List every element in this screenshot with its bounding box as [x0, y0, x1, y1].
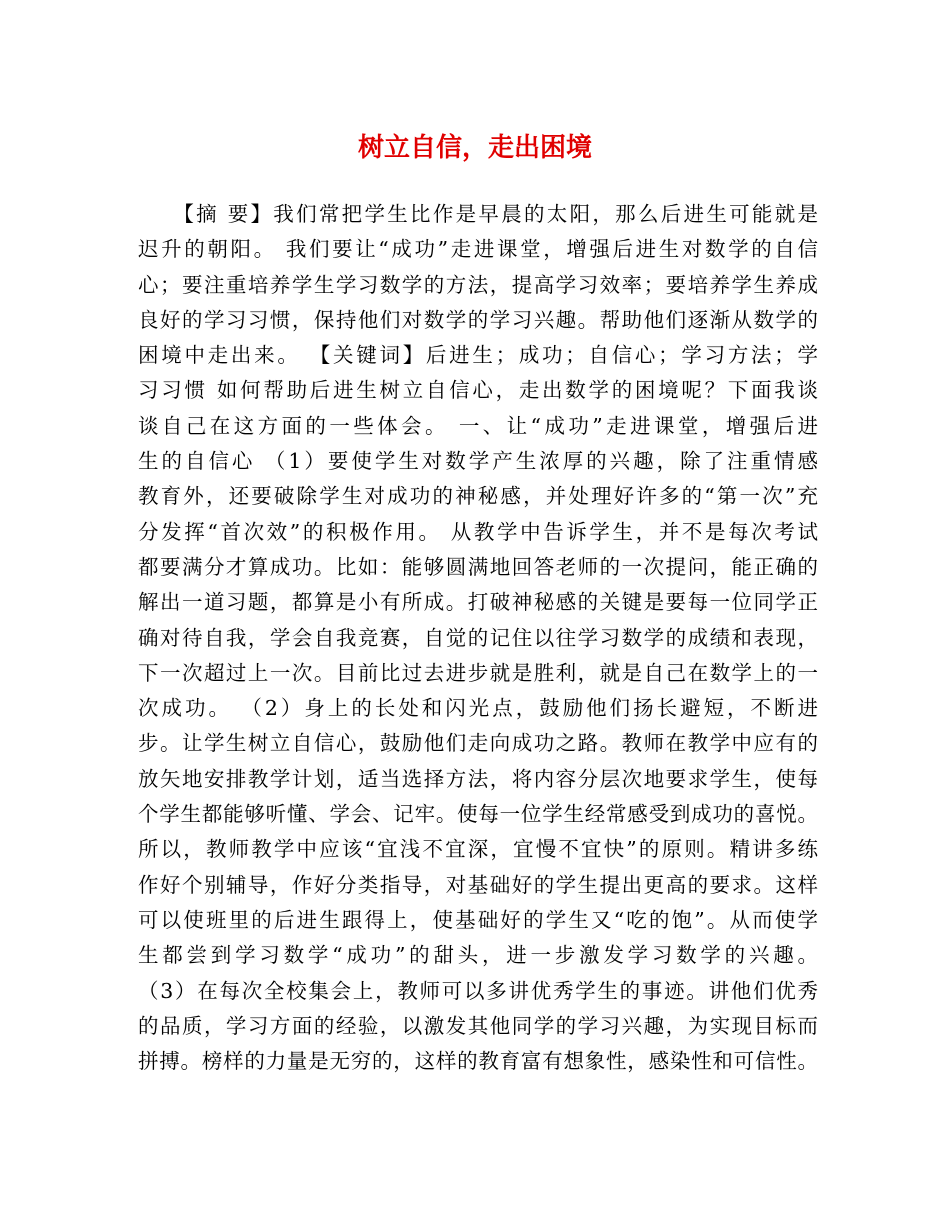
body-line: 习习惯 如何帮助后进生树立自信心，走出数学的困境呢？下面我谈 — [138, 378, 818, 403]
body-line: 良好的学习习惯，保持他们对数学的学习兴趣。帮助他们逐渐从数学的 — [138, 307, 818, 332]
body-line: 拼搏。榜样的力量是无穷的，这样的教育富有想象性，感染性和可信性。 — [138, 1049, 818, 1074]
body-line: 步。让学生树立自信心，鼓励他们走向成功之路。教师在教学中应有的 — [138, 731, 818, 756]
body-line: 【摘 要】我们常把学生比作是早晨的太阳，那么后进生可能就是 — [138, 202, 818, 226]
body-line: 放矢地安排教学计划，适当选择方法，将内容分层次地要求学生，使每 — [138, 766, 818, 791]
body-line: 作好个别辅导，作好分类指导，对基础好的学生提出更高的要求。这样 — [138, 872, 818, 897]
body-line: 谈自己在这方面的一些体会。 一、让“成功”走进课堂，增强后进 — [138, 413, 818, 438]
body-line: 困境中走出来。 【关键词】后进生；成功；自信心；学习方法；学 — [138, 343, 818, 368]
body-line: 生都尝到学习数学“成功”的甜头，进一步激发学习数学的兴趣。 — [138, 943, 818, 968]
body-line: 可以使班里的后进生跟得上，使基础好的学生又“吃的饱”。从而使学 — [138, 907, 818, 932]
document-title: 树立自信，走出困境 — [357, 133, 592, 163]
document-body — [138, 197, 818, 1079]
body-line: 心；要注重培养学生学习数学的方法，提高学习效率；要培养学生养成 — [138, 272, 818, 297]
body-line: 都要满分才算成功。比如：能够圆满地回答老师的一次提问，能正确的 — [138, 554, 818, 579]
body-line: 分发挥“首次效”的积极作用。 从教学中告诉学生，并不是每次考试 — [138, 519, 818, 544]
body-line: 的品质，学习方面的经验，以激发其他同学的学习兴趣，为实现目标而 — [138, 1013, 818, 1038]
body-line: 迟升的朝阳。 我们要让“成功”走进课堂，增强后进生对数学的自信 — [138, 237, 818, 262]
body-line: 下一次超过上一次。目前比过去进步就是胜利，就是自己在数学上的一 — [138, 660, 818, 685]
body-line: 个学生都能够听懂、学会、记牢。使每一位学生经常感受到成功的喜悦。 — [138, 802, 818, 827]
body-line: 确对待自我，学会自我竞赛，自觉的记住以往学习数学的成绩和表现， — [138, 625, 818, 650]
body-line: 次成功。 （2）身上的长处和闪光点，鼓励他们扬长避短，不断进 — [138, 696, 818, 721]
body-line: 所以，教师教学中应该“宜浅不宜深，宜慢不宜快”的原则。精讲多练 — [138, 837, 818, 862]
body-line: 教育外，还要破除学生对成功的神秘感，并处理好许多的“第一次”充 — [138, 484, 818, 509]
body-line: （3）在每次全校集会上，教师可以多讲优秀学生的事迹。讲他们优秀 — [138, 978, 818, 1003]
body-line: 解出一道习题，都算是小有所成。打破神秘感的关键是要每一位同学正 — [138, 590, 818, 615]
body-line: 生的自信心 （1）要使学生对数学产生浓厚的兴趣，除了注重情感 — [138, 449, 818, 474]
